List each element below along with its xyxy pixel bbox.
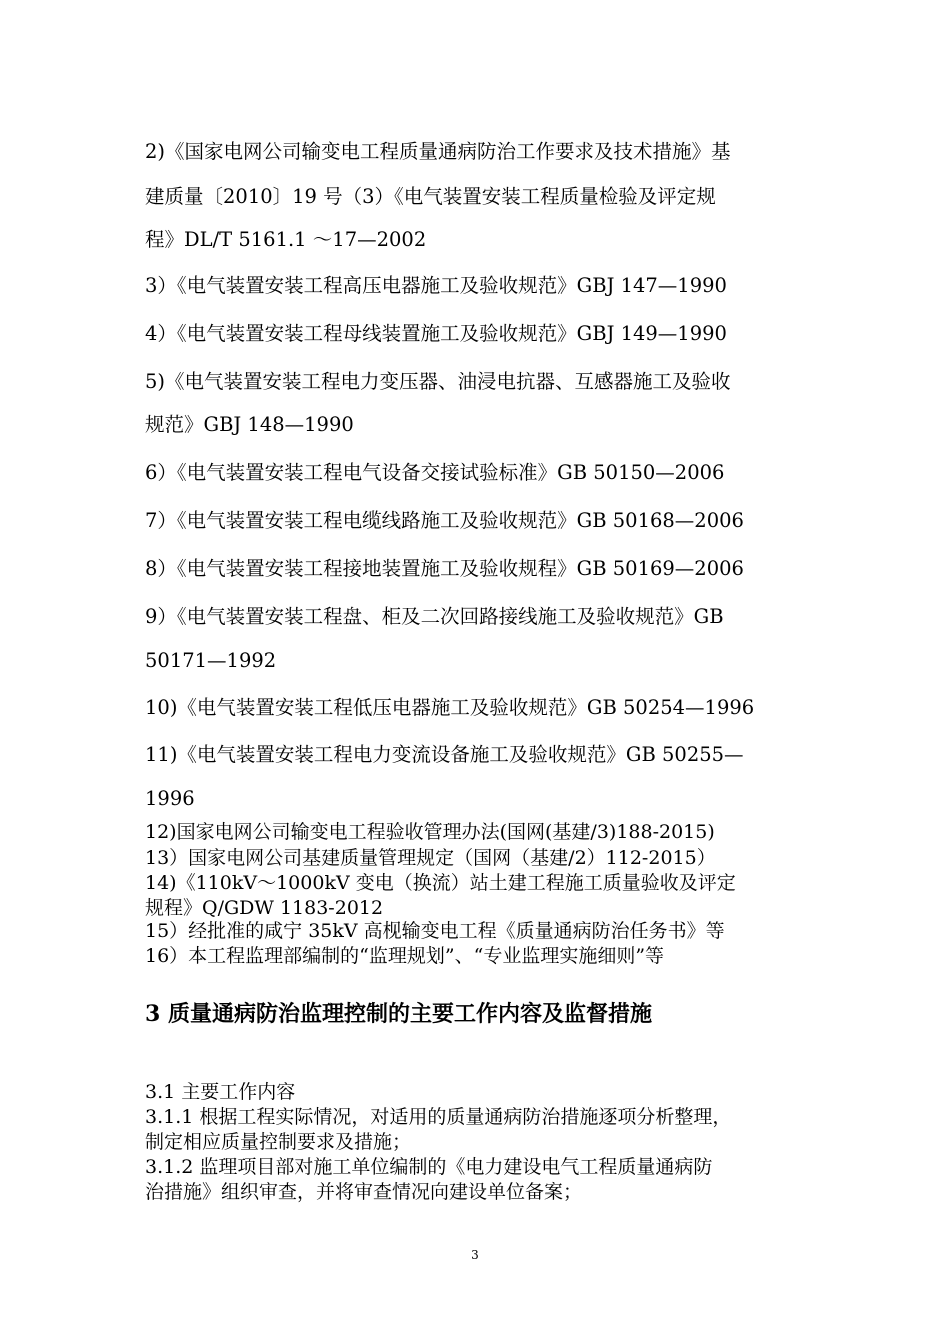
- reference-line: 1996: [145, 787, 195, 810]
- reference-line: 15）经批准的咸宁 35kV 高枧输变电工程《质量通病防治任务书》等: [145, 920, 725, 942]
- reference-line: 规范》GBJ 148—1990: [145, 413, 354, 436]
- reference-line: 7）《电气装置安装工程电缆线路施工及验收规范》GB 50168—2006: [145, 509, 744, 532]
- reference-line: 16）本工程监理部编制的“监理规划”、“专业监理实施细则”等: [145, 945, 665, 967]
- reference-line: 3）《电气装置安装工程高压电器施工及验收规范》GBJ 147—1990: [145, 274, 727, 297]
- reference-line: 规程》Q/GDW 1183-2012: [145, 897, 384, 919]
- body-line: 3.1.2 监理项目部对施工单位编制的《电力建设电气工程质量通病防: [145, 1156, 713, 1178]
- reference-line: 13）国家电网公司基建质量管理规定（国网（基建/2）112-2015）: [145, 847, 716, 869]
- reference-line: 程》DL/T 5161.1 ～17—2002: [145, 228, 427, 251]
- reference-line: 8）《电气装置安装工程接地装置施工及验收规程》GB 50169—2006: [145, 557, 744, 580]
- body-line: 治措施》组织审查，并将审查情况向建设单位备案；: [145, 1181, 583, 1203]
- reference-line: 14)《110kV～1000kV 变电（换流）站土建工程施工质量验收及评定: [145, 872, 736, 894]
- body-line: 3.1.1 根据工程实际情况，对适用的质量通病防治措施逐项分析整理，: [145, 1106, 732, 1128]
- reference-line: 建质量〔2010〕19 号（3）《电气装置安装工程质量检验及评定规: [145, 185, 716, 208]
- reference-line: 12)国家电网公司输变电工程验收管理办法(国网(基建/3)188-2015): [145, 821, 715, 843]
- body-line: 制定相应质量控制要求及措施；: [145, 1131, 412, 1153]
- body-line: 3.1 主要工作内容: [145, 1081, 296, 1103]
- reference-line: 50171—1992: [145, 649, 277, 672]
- reference-line: 9）《电气装置安装工程盘、柜及二次回路接线施工及验收规范》GB: [145, 605, 724, 628]
- reference-line: 6）《电气装置安装工程电气设备交接试验标准》GB 50150—2006: [145, 461, 725, 484]
- section-heading: 3 质量通病防治监理控制的主要工作内容及监督措施: [145, 1001, 652, 1027]
- reference-line: 2)《国家电网公司输变电工程质量通病防治工作要求及技术措施》基: [145, 140, 731, 163]
- reference-line: 5)《电气装置安装工程电力变压器、油浸电抗器、互感器施工及验收: [145, 370, 731, 393]
- reference-line: 11)《电气装置安装工程电力变流设备施工及验收规范》GB 50255—: [145, 743, 744, 766]
- reference-line: 4）《电气装置安装工程母线装置施工及验收规范》GBJ 149—1990: [145, 322, 727, 345]
- page-number: 3: [471, 1248, 479, 1262]
- reference-line: 10)《电气装置安装工程低压电器施工及验收规范》GB 50254—1996: [145, 696, 755, 719]
